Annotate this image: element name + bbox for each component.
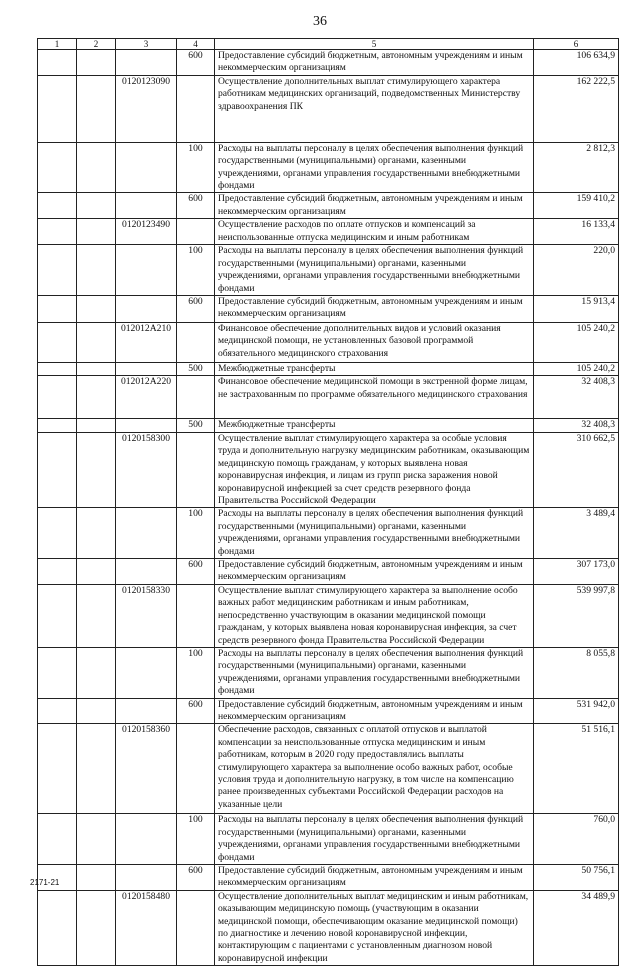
target-article-code [116, 193, 177, 219]
item-description: Расходы на выплаты персоналу в целях обеспечения выполнения функций государственными (муниципальными) органами, казенными учреждениями, органами управления государственными внебюджетными фондами [215, 142, 534, 193]
item-description: Расходы на выплаты персоналу в целях обеспечения выполнения функций государственными (муниципальными) органами, казенными учреждениями, органами управления государственными внебюджетными фондами [215, 245, 534, 296]
table-row [38, 363, 619, 376]
expense-type-code: 600 [177, 193, 215, 219]
item-description: Осуществление дополнительных выплат медицинским и иным работникам, оказывающим медицинскую помощь (участвующим в оказании медицинской помощи, обеспечивающим оказание медицинской помощи) по диагностике и лечению новой коронавирусной инфекции, контактирующим с пациентами с установленным диагнозом новой коронавирусной инфекции [215, 890, 534, 965]
cell-col1 [38, 142, 77, 193]
amount-value: 8 055,8 [534, 647, 619, 698]
expense-type-code [177, 219, 215, 245]
amount-value: 159 410,2 [534, 193, 619, 219]
expense-type-code: 600 [177, 296, 215, 323]
cell-col1 [38, 584, 77, 647]
amount-value: 51 516,1 [534, 724, 619, 814]
table-row [38, 508, 619, 559]
item-description: Межбюджетные трансферты [215, 419, 534, 432]
expense-type-code: 600 [177, 865, 215, 891]
item-description: Обеспечение расходов, связанных с оплатой отпусков и выплатой компенсации за неиспользованные отпуска медицинским и иным работникам, которым в 2020 году предоставлялись выплаты стимулирующего характера за выполнение особо важных работ, особые условия труда и дополнительную нагрузку, в том числе на компенсацию ранее произведенных субъектами Российской Федерации расходов на указанные цели [215, 724, 534, 814]
table-row [38, 698, 619, 724]
table-row [38, 724, 619, 814]
amount-value: 162 222,5 [534, 75, 619, 142]
item-description: Финансовое обеспечение медицинской помощи в экстренной форме лицам, не застрахованным по программе обязательного медицинского страхования [215, 376, 534, 419]
amount-value: 106 634,9 [534, 50, 619, 76]
cell-col2 [77, 142, 116, 193]
cell-col1 [38, 814, 77, 865]
item-description: Расходы на выплаты персоналу в целях обеспечения выполнения функций государственными (муниципальными) органами, казенными учреждениями, органами управления государственными внебюджетными фондами [215, 508, 534, 559]
table-row [38, 865, 619, 891]
table-row [38, 50, 619, 76]
amount-value: 32 408,3 [534, 419, 619, 432]
cell-col1 [38, 890, 77, 965]
cell-col2 [77, 376, 116, 419]
table-row [38, 647, 619, 698]
cell-col2 [77, 323, 116, 363]
cell-col2 [77, 508, 116, 559]
item-description: Предоставление субсидий бюджетным, автономным учреждениям и иным некоммерческим организациям [215, 50, 534, 76]
expense-type-code: 500 [177, 419, 215, 432]
table-row [38, 296, 619, 323]
table-row [38, 814, 619, 865]
amount-value: 105 240,2 [534, 363, 619, 376]
table-row [38, 558, 619, 584]
amount-value: 307 173,0 [534, 558, 619, 584]
target-article-code [116, 814, 177, 865]
cell-col2 [77, 584, 116, 647]
cell-col1 [38, 296, 77, 323]
target-article-code [116, 508, 177, 559]
cell-col2 [77, 419, 116, 432]
expense-type-code [177, 432, 215, 507]
target-article-code [116, 50, 177, 76]
target-article-code: 0120158300 [116, 432, 177, 507]
table-row [38, 219, 619, 245]
amount-value: 531 942,0 [534, 698, 619, 724]
budget-table [37, 38, 619, 966]
expense-type-code: 500 [177, 363, 215, 376]
column-header: 4 [177, 39, 215, 50]
amount-value: 32 408,3 [534, 376, 619, 419]
amount-value: 50 756,1 [534, 865, 619, 891]
cell-col1 [38, 323, 77, 363]
cell-col1 [38, 219, 77, 245]
column-header: 5 [215, 39, 534, 50]
cell-col1 [38, 363, 77, 376]
expense-type-code [177, 890, 215, 965]
expense-type-code: 100 [177, 245, 215, 296]
cell-col2 [77, 724, 116, 814]
target-article-code: 012012А220 [116, 376, 177, 419]
cell-col1 [38, 647, 77, 698]
table-row [38, 432, 619, 507]
item-description: Предоставление субсидий бюджетным, автономным учреждениям и иным некоммерческим организациям [215, 558, 534, 584]
target-article-code: 0120123490 [116, 219, 177, 245]
cell-col1 [38, 376, 77, 419]
cell-col1 [38, 724, 77, 814]
cell-col1 [38, 75, 77, 142]
expense-type-code [177, 75, 215, 142]
target-article-code [116, 296, 177, 323]
amount-value: 220,0 [534, 245, 619, 296]
item-description: Предоставление субсидий бюджетным, автономным учреждениям и иным некоммерческим организациям [215, 865, 534, 891]
cell-col1 [38, 508, 77, 559]
table-row [38, 376, 619, 419]
item-description: Предоставление субсидий бюджетным, автономным учреждениям и иным некоммерческим организациям [215, 193, 534, 219]
cell-col2 [77, 193, 116, 219]
column-header: 6 [534, 39, 619, 50]
item-description: Предоставление субсидий бюджетным, автономным учреждениям и иным некоммерческим организациям [215, 296, 534, 323]
expense-type-code [177, 323, 215, 363]
expense-type-code: 600 [177, 558, 215, 584]
target-article-code [116, 865, 177, 891]
target-article-code: 0120158360 [116, 724, 177, 814]
expense-type-code: 100 [177, 814, 215, 865]
cell-col2 [77, 814, 116, 865]
expense-type-code: 600 [177, 50, 215, 76]
cell-col2 [77, 890, 116, 965]
table-row [38, 245, 619, 296]
cell-col1 [38, 419, 77, 432]
item-description: Межбюджетные трансферты [215, 363, 534, 376]
cell-col1 [38, 698, 77, 724]
cell-col2 [77, 219, 116, 245]
cell-col2 [77, 698, 116, 724]
target-article-code: 0120158480 [116, 890, 177, 965]
amount-value: 310 662,5 [534, 432, 619, 507]
item-description: Осуществление выплат стимулирующего характера за особые условия труда и дополнительную нагрузку медицинским работникам, оказывающим медицинскую помощь гражданам, у которых выявлена новая коронавирусная инфекция, и лицам из групп риска заражения новой коронавирусной инфекцией за счет средств резервного фонда Правительства Российской Федерации [215, 432, 534, 507]
target-article-code [116, 245, 177, 296]
cell-col1 [38, 558, 77, 584]
item-description: Финансовое обеспечение дополнительных видов и условий оказания медицинской помощи, не установленных базовой программой обязательного медицинского страхования [215, 323, 534, 363]
expense-type-code [177, 376, 215, 419]
item-description: Расходы на выплаты персоналу в целях обеспечения выполнения функций государственными (муниципальными) органами, казенными учреждениями, органами управления государственными внебюджетными фондами [215, 647, 534, 698]
table-row [38, 75, 619, 142]
amount-value: 16 133,4 [534, 219, 619, 245]
table-row [38, 142, 619, 193]
amount-value: 105 240,2 [534, 323, 619, 363]
table-row [38, 890, 619, 965]
cell-col2 [77, 647, 116, 698]
item-description: Осуществление выплат стимулирующего характера за выполнение особо важных работ медицинским работникам и иным работникам, непосредственно участвующим в оказании медицинской помощи гражданам, у которых выявлена новая коронавирусная инфекция, за счет средств резервного фонда Правительства Российской Федерации [215, 584, 534, 647]
target-article-code [116, 419, 177, 432]
item-description: Предоставление субсидий бюджетным, автономным учреждениям и иным некоммерческим организациям [215, 698, 534, 724]
amount-value: 760,0 [534, 814, 619, 865]
column-header: 1 [38, 39, 77, 50]
table-header-row [38, 39, 619, 50]
expense-type-code: 100 [177, 508, 215, 559]
table-row [38, 419, 619, 432]
item-description: Осуществление дополнительных выплат стимулирующего характера работникам медицинских организаций, подведомственных Министерству здравоохранения ПК [215, 75, 534, 142]
cell-col2 [77, 432, 116, 507]
expense-type-code: 100 [177, 647, 215, 698]
expense-type-code: 600 [177, 698, 215, 724]
amount-value: 2 812,3 [534, 142, 619, 193]
column-header: 3 [116, 39, 177, 50]
item-description: Расходы на выплаты персоналу в целях обеспечения выполнения функций государственными (муниципальными) органами, казенными учреждениями, органами управления государственными внебюджетными фондами [215, 814, 534, 865]
table-row [38, 584, 619, 647]
cell-col2 [77, 363, 116, 376]
cell-col1 [38, 432, 77, 507]
column-header: 2 [77, 39, 116, 50]
expense-type-code [177, 584, 215, 647]
table-row [38, 193, 619, 219]
cell-col2 [77, 558, 116, 584]
expense-type-code [177, 724, 215, 814]
table-row [38, 323, 619, 363]
cell-col2 [77, 245, 116, 296]
amount-value: 34 489,9 [534, 890, 619, 965]
cell-col2 [77, 296, 116, 323]
target-article-code [116, 698, 177, 724]
cell-col2 [77, 865, 116, 891]
target-article-code [116, 647, 177, 698]
target-article-code [116, 142, 177, 193]
target-article-code: 0120123090 [116, 75, 177, 142]
target-article-code [116, 558, 177, 584]
target-article-code: 0120158330 [116, 584, 177, 647]
cell-col1 [38, 50, 77, 76]
document-code: 2171-21 [30, 878, 60, 887]
amount-value: 539 997,8 [534, 584, 619, 647]
cell-col1 [38, 245, 77, 296]
target-article-code: 012012А210 [116, 323, 177, 363]
item-description: Осуществление расходов по оплате отпусков и компенсаций за неиспользованные отпуска медицинским и иным работникам [215, 219, 534, 245]
cell-col2 [77, 75, 116, 142]
cell-col2 [77, 50, 116, 76]
page-number: 36 [313, 14, 327, 29]
target-article-code [116, 363, 177, 376]
amount-value: 15 913,4 [534, 296, 619, 323]
amount-value: 3 489,4 [534, 508, 619, 559]
expense-type-code: 100 [177, 142, 215, 193]
cell-col1 [38, 193, 77, 219]
